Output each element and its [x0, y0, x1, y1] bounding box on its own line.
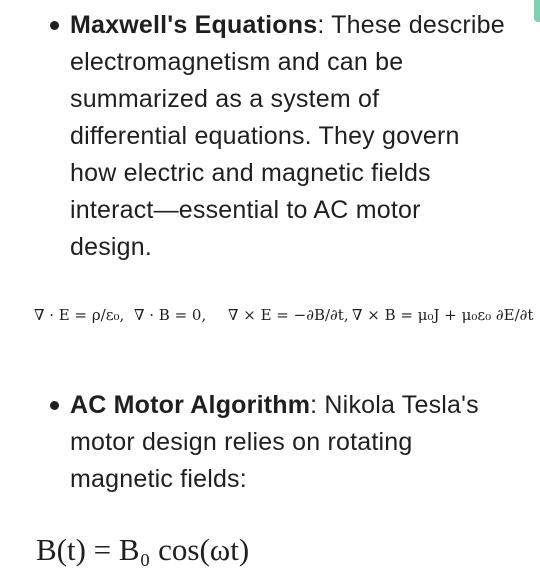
paragraph-line: design. — [70, 233, 153, 261]
bullet-dot — [50, 21, 59, 30]
paragraph-line: how electric and magnetic fields — [70, 159, 431, 187]
paragraph-line: motor design relies on rotating — [70, 428, 413, 456]
faraday-law-equation: ∇ × E = −∂B/∂t, — [228, 306, 349, 324]
bullet-paragraph — [70, 7, 520, 266]
scrollbar-accent — [534, 0, 540, 22]
paragraph-line — [70, 387, 520, 424]
paragraph-line: interact—essential to AC motor — [70, 196, 421, 224]
bullet-title: AC Motor Algorithm — [70, 391, 311, 419]
bullet-paragraph — [70, 387, 520, 498]
gauss-magnetism-equation: ∇ · B = 0, — [134, 306, 207, 324]
paragraph-text: : These describe — [317, 11, 505, 39]
paragraph-line: differential equations. They govern — [70, 122, 460, 150]
maxwell-equations — [22, 296, 532, 346]
ampere-maxwell-equation: ∇ × B = μ₀J + μ₀ε₀ ∂E/∂t — [352, 306, 534, 324]
paragraph-line: summarized as a system of — [70, 85, 380, 113]
paragraph-text: : Nikola Tesla's — [310, 391, 479, 419]
bullet-dot — [50, 401, 59, 410]
paragraph-line — [70, 7, 520, 44]
paragraph-line: electromagnetism and can be — [70, 48, 404, 76]
bullet-title: Maxwell's Equations — [70, 11, 318, 39]
rotating-field-equation: B(t) = B₀ cos(ωt) — [36, 532, 250, 567]
paragraph-line: magnetic fields: — [70, 465, 247, 493]
gauss-law-equation: ∇ · E = ρ/ε₀, — [34, 306, 125, 324]
